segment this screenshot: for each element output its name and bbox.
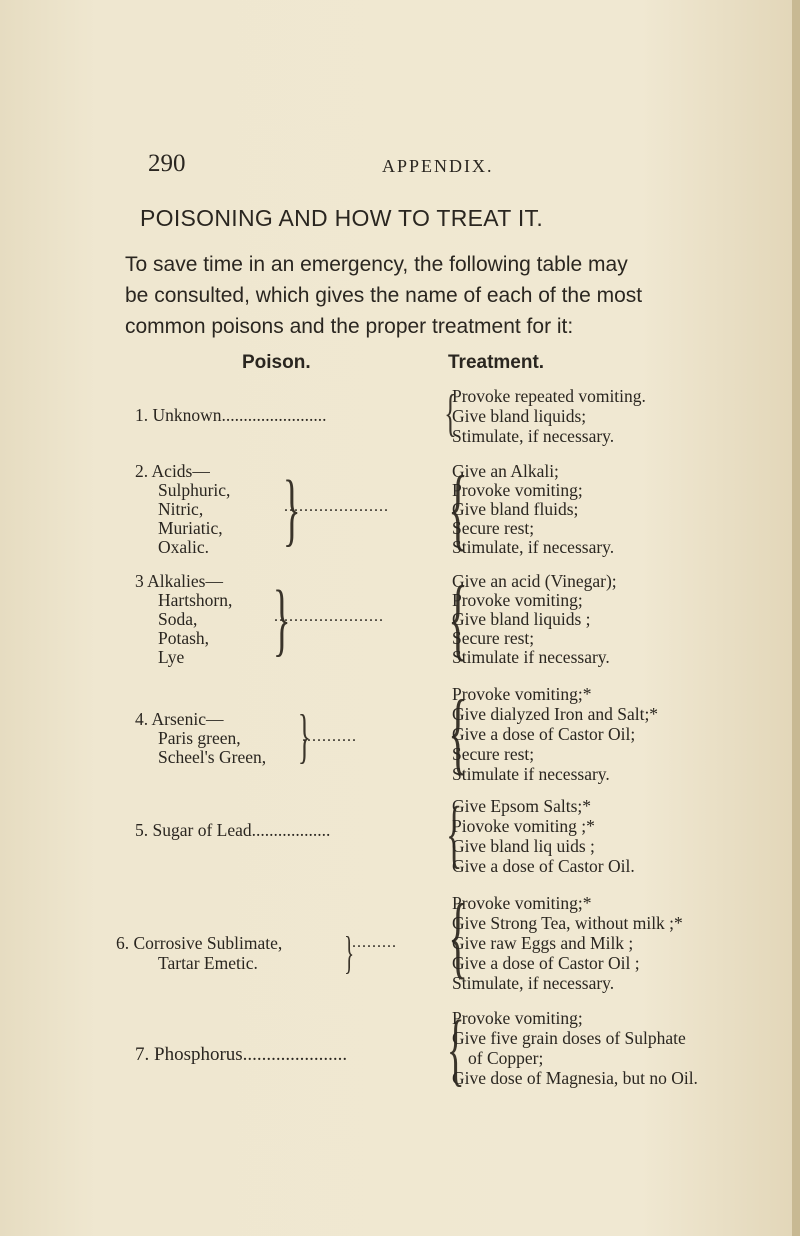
poison-name: Scheel's Green, — [158, 747, 267, 767]
brace-icon: { — [444, 385, 457, 442]
treatment-line: Provoke vomiting;* — [452, 893, 592, 913]
treatment-line: Give five grain doses of Sulphate — [452, 1028, 686, 1048]
poison-name: 4. Arsenic— — [135, 709, 224, 729]
treatment-line: Stimulate if necessary. — [452, 647, 610, 667]
brace-icon: } — [344, 927, 355, 978]
column-header-poison: Poison. — [242, 352, 311, 373]
treatment-line: Give bland liq uids ; — [452, 836, 595, 856]
treatment-line: Stimulate if necessary. — [452, 764, 610, 784]
treatment-line: Provoke vomiting; — [452, 590, 583, 610]
intro-line: common poisons and the proper treatment for it: — [125, 315, 574, 338]
poison-name: 2. Acids— — [135, 461, 210, 481]
treatment-line: Give dose of Magnesia, but no Oil. — [452, 1068, 698, 1088]
leader-dots: ........... — [302, 728, 357, 745]
poison-name: 3 Alkalies— — [135, 571, 223, 591]
treatment-line: Provoke vomiting; — [452, 480, 583, 500]
treatment-line: Stimulate, if necessary. — [452, 973, 615, 993]
poison-name: Hartshorn, — [158, 590, 233, 610]
poison-name: Nitric, — [158, 499, 204, 519]
poison-name: Sulphuric, — [158, 480, 231, 500]
treatment-line: Give a dose of Castor Oil. — [452, 856, 635, 876]
brace-icon: } — [272, 573, 291, 664]
brace-icon: { — [446, 792, 463, 876]
poison-name: Potash, — [158, 628, 210, 648]
leader-dots: ......... — [352, 934, 397, 951]
page-edge-shadow — [792, 0, 800, 1236]
brace-icon: { — [448, 567, 469, 669]
intro-line: To save time in an emergency, the following table may — [125, 253, 628, 276]
treatment-line: Piovoke vomiting ;* — [452, 816, 595, 836]
treatment-line: Give bland liquids; — [452, 406, 587, 426]
treatment-line: Secure rest; — [452, 744, 535, 764]
treatment-line: Stimulate, if necessary. — [452, 537, 615, 557]
treatment-line: Give raw Eggs and Milk ; — [452, 933, 634, 953]
treatment-line: Provoke vomiting; — [452, 1008, 583, 1028]
brace-icon: { — [446, 1003, 465, 1094]
treatment-line: of Copper; — [468, 1048, 544, 1068]
leader-dots: ..................... — [284, 498, 389, 515]
running-head: APPENDIX. — [382, 156, 494, 176]
brace-icon: { — [448, 885, 469, 987]
treatment-line: Give an Alkali; — [452, 461, 559, 481]
treatment-line: Provoke vomiting;* — [452, 684, 592, 704]
treatment-line: Give dialyzed Iron and Salt;* — [452, 704, 659, 724]
poison-name: Tartar Emetic. — [158, 953, 258, 973]
treatment-line: Give an acid (Vinegar); — [452, 571, 617, 591]
poison-name: 6. Corrosive Sublimate, — [116, 933, 283, 953]
leader-dots: ...................... — [274, 608, 384, 625]
intro-line: be consulted, which gives the name of each of the most — [125, 284, 643, 307]
treatment-line: Give Strong Tea, without milk ;* — [452, 913, 683, 933]
treatment-line: Secure rest; — [452, 518, 535, 538]
poison-name: Soda, — [158, 609, 198, 629]
brace-icon: } — [297, 703, 311, 769]
poison-name: Oxalic. — [158, 537, 210, 557]
poison-name: Paris green, — [158, 728, 241, 748]
page-title: POISONING AND HOW TO TREAT IT. — [140, 205, 544, 231]
brace-icon: { — [448, 457, 469, 559]
treatment-line: Provoke repeated vomiting. — [452, 386, 646, 406]
treatment-line: Give Epsom Salts;* — [452, 796, 592, 816]
poison-name: 1. Unknown........................ — [135, 405, 327, 425]
page-number: 290 — [148, 150, 186, 177]
treatment-line: Give a dose of Castor Oil; — [452, 724, 636, 744]
treatment-line: Give a dose of Castor Oil ; — [452, 953, 640, 973]
poison-name: 7. Phosphorus...................... — [135, 1044, 348, 1065]
column-header-treatment: Treatment. — [448, 352, 545, 373]
treatment-line: Stimulate, if necessary. — [452, 426, 615, 446]
brace-icon: { — [448, 681, 469, 783]
brace-icon: } — [282, 463, 301, 554]
treatment-line: Give bland liquids ; — [452, 609, 591, 629]
poison-name: Lye — [158, 647, 185, 667]
poison-name: Muriatic, — [158, 518, 223, 538]
treatment-line: Secure rest; — [452, 628, 535, 648]
poison-name: 5. Sugar of Lead.................. — [135, 820, 331, 840]
treatment-line: Give bland fluids; — [452, 499, 579, 519]
